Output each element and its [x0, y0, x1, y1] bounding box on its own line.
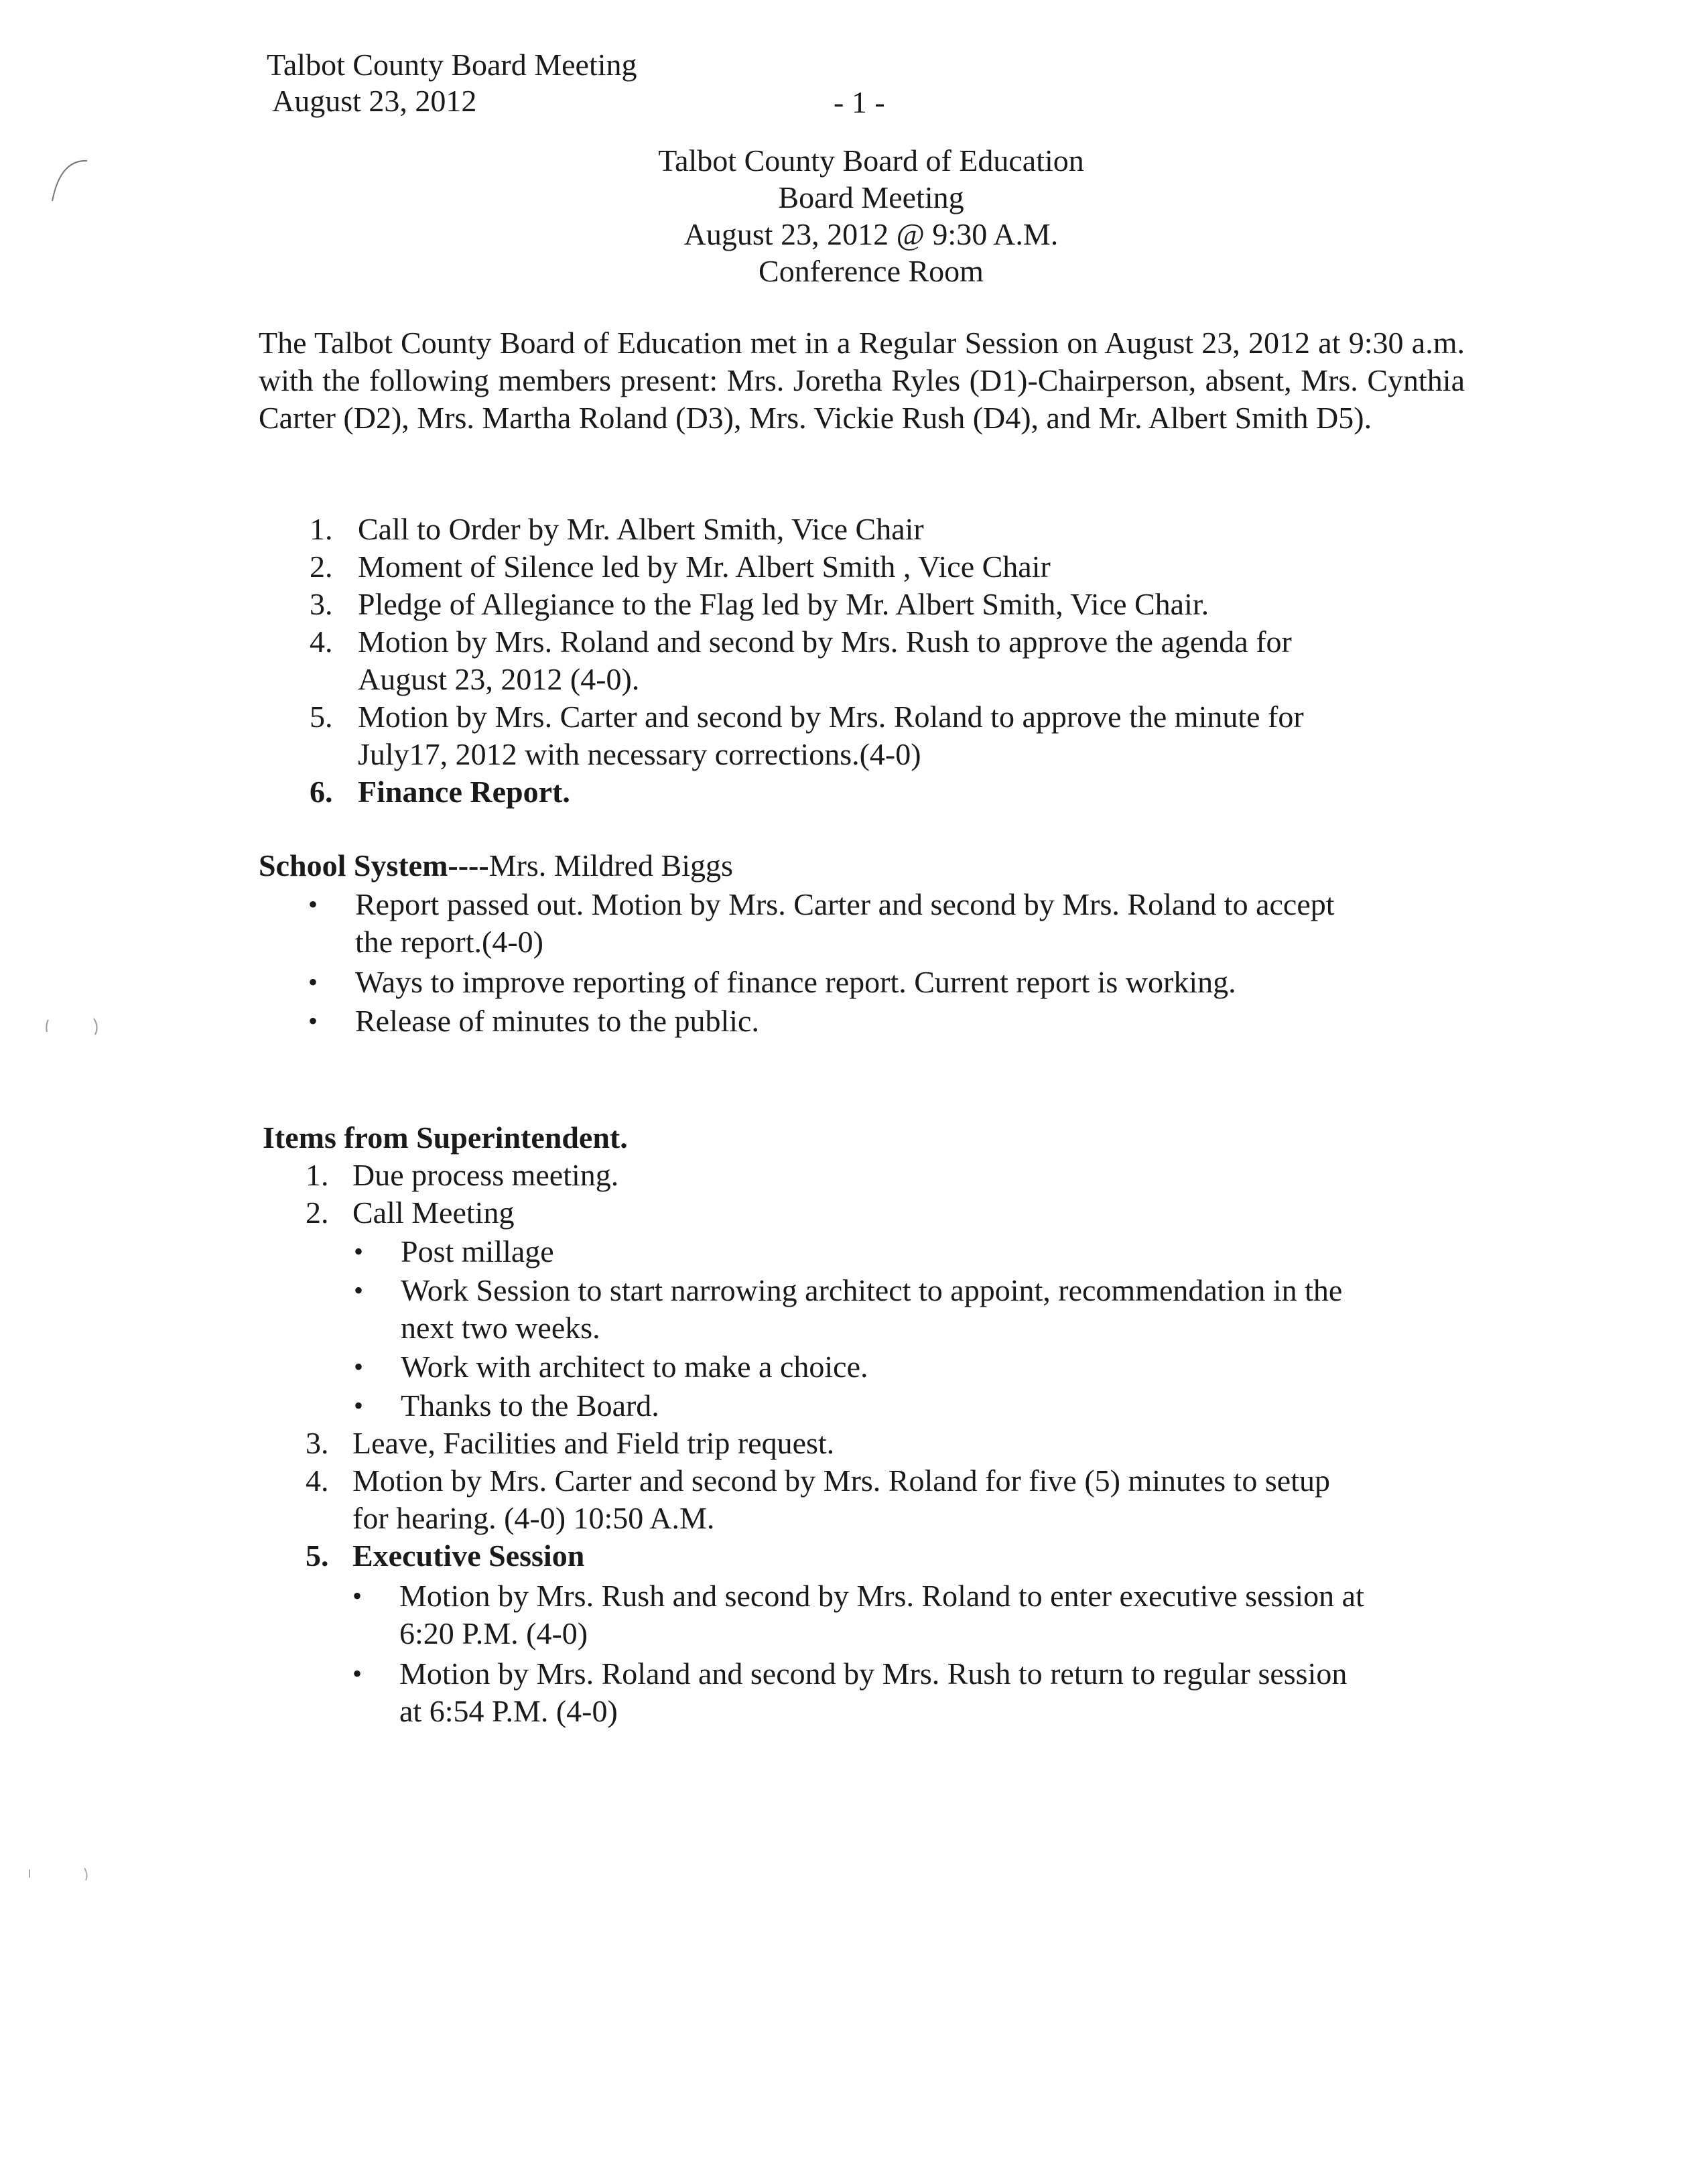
- bullet-glyph: •: [308, 1006, 318, 1036]
- agenda-text: Finance Report.: [358, 775, 570, 809]
- bullet-glyph: •: [354, 1352, 364, 1382]
- scan-margin-mark: [40, 1005, 107, 1045]
- sub-bullet-text: Motion by Mrs. Rush and second by Mrs. Roland to enter executive session at: [399, 1579, 1364, 1613]
- sub-bullet-text: Post millage: [401, 1234, 554, 1268]
- agenda-number: 5.: [310, 700, 333, 734]
- agenda-text: Pledge of Allegiance to the Flag led by Mr. Albert Smith, Vice Chair.: [358, 587, 1209, 621]
- item-number: 4.: [306, 1463, 329, 1498]
- agenda-text: July17, 2012 with necessary corrections.(4-0): [358, 737, 921, 771]
- document-title: [469, 142, 1273, 289]
- bullet-text: Report passed out. Motion by Mrs. Carter and second by Mrs. Roland to accept: [355, 887, 1335, 921]
- title-line-2: Board Meeting: [778, 180, 964, 214]
- agenda-number: 6.: [310, 775, 333, 809]
- agenda-number: 4.: [310, 625, 333, 659]
- item-text: Leave, Facilities and Field trip request.: [352, 1426, 835, 1460]
- header-date-line: August 23, 2012: [272, 84, 477, 118]
- item-text: Motion by Mrs. Carter and second by Mrs. Roland for five (5) minutes to setup: [352, 1463, 1330, 1498]
- intro-paragraph: The Talbot County Board of Education met in a Regular Session on August 23, 2012 at 9:30 a.m. with the following members present: Mrs. Joretha Ryles (D1)-Chairperson, absent, Mrs. Cynthia Carter (D2), Mrs. Martha Roland (D3), Mrs. Vickie Rush (D4), and Mr. Albert Smith D5).: [259, 326, 1465, 435]
- bullet-glyph: •: [354, 1236, 364, 1266]
- sub-bullet-text: next two weeks.: [401, 1311, 600, 1345]
- item-number: 3.: [306, 1426, 329, 1460]
- title-line-1: Talbot County Board of Education: [658, 143, 1084, 178]
- sub-bullet-text: Motion by Mrs. Roland and second by Mrs. Rush to return to regular session: [399, 1656, 1348, 1691]
- agenda-text: August 23, 2012 (4-0).: [358, 662, 640, 696]
- page-number: - 1 -: [834, 85, 885, 119]
- item-number: 1.: [306, 1158, 329, 1192]
- agenda-number: 2.: [310, 549, 333, 584]
- bullet-text: Ways to improve reporting of finance report. Current report is working.: [355, 965, 1236, 999]
- superintendent-heading: Items from Superintendent.: [263, 1120, 628, 1155]
- bullet-glyph: •: [352, 1658, 363, 1689]
- item-text: Due process meeting.: [352, 1158, 619, 1192]
- agenda-text: Motion by Mrs. Roland and second by Mrs. Rush to approve the agenda for: [358, 625, 1292, 659]
- section-heading: School System----: [259, 848, 489, 882]
- bullet-glyph: •: [354, 1275, 364, 1305]
- agenda-number: 3.: [310, 587, 333, 621]
- agenda-text: Moment of Silence led by Mr. Albert Smith , Vice Chair: [358, 549, 1051, 584]
- sub-bullet-text: Thanks to the Board.: [401, 1388, 659, 1423]
- bullet-text: the report.(4-0): [355, 925, 543, 959]
- scan-margin-mark: [20, 1863, 101, 1890]
- item-text: Call Meeting: [352, 1195, 515, 1230]
- item-text: Executive Session: [352, 1539, 585, 1573]
- school-system-heading: [259, 847, 733, 885]
- sub-bullet-text: at 6:54 P.M. (4-0): [399, 1694, 618, 1728]
- bullet-glyph: •: [354, 1390, 364, 1421]
- item-text: for hearing. (4-0) 10:50 A.M.: [352, 1501, 715, 1535]
- title-line-4: Conference Room: [759, 254, 984, 288]
- scan-margin-mark: [40, 154, 94, 208]
- bullet-glyph: •: [308, 967, 318, 997]
- sub-bullet-text: Work with architect to make a choice.: [401, 1350, 868, 1384]
- agenda-text: Motion by Mrs. Carter and second by Mrs. Roland to approve the minute for: [358, 700, 1304, 734]
- bullet-text: Release of minutes to the public.: [355, 1004, 759, 1038]
- agenda-number: 1.: [310, 512, 333, 546]
- sub-bullet-text: Work Session to start narrowing architect to appoint, recommendation in the: [401, 1273, 1343, 1307]
- bullet-glyph: •: [352, 1581, 363, 1611]
- sub-bullet-text: 6:20 P.M. (4-0): [399, 1616, 588, 1650]
- presenter-name: Mrs. Mildred Biggs: [488, 848, 733, 882]
- header-org-line: Talbot County Board Meeting: [267, 48, 637, 82]
- item-number: 2.: [306, 1195, 329, 1230]
- item-number: 5.: [306, 1539, 329, 1573]
- title-line-3: August 23, 2012 @ 9:30 A.M.: [683, 217, 1059, 251]
- agenda-text: Call to Order by Mr. Albert Smith, Vice Chair: [358, 512, 924, 546]
- bullet-glyph: •: [308, 889, 318, 919]
